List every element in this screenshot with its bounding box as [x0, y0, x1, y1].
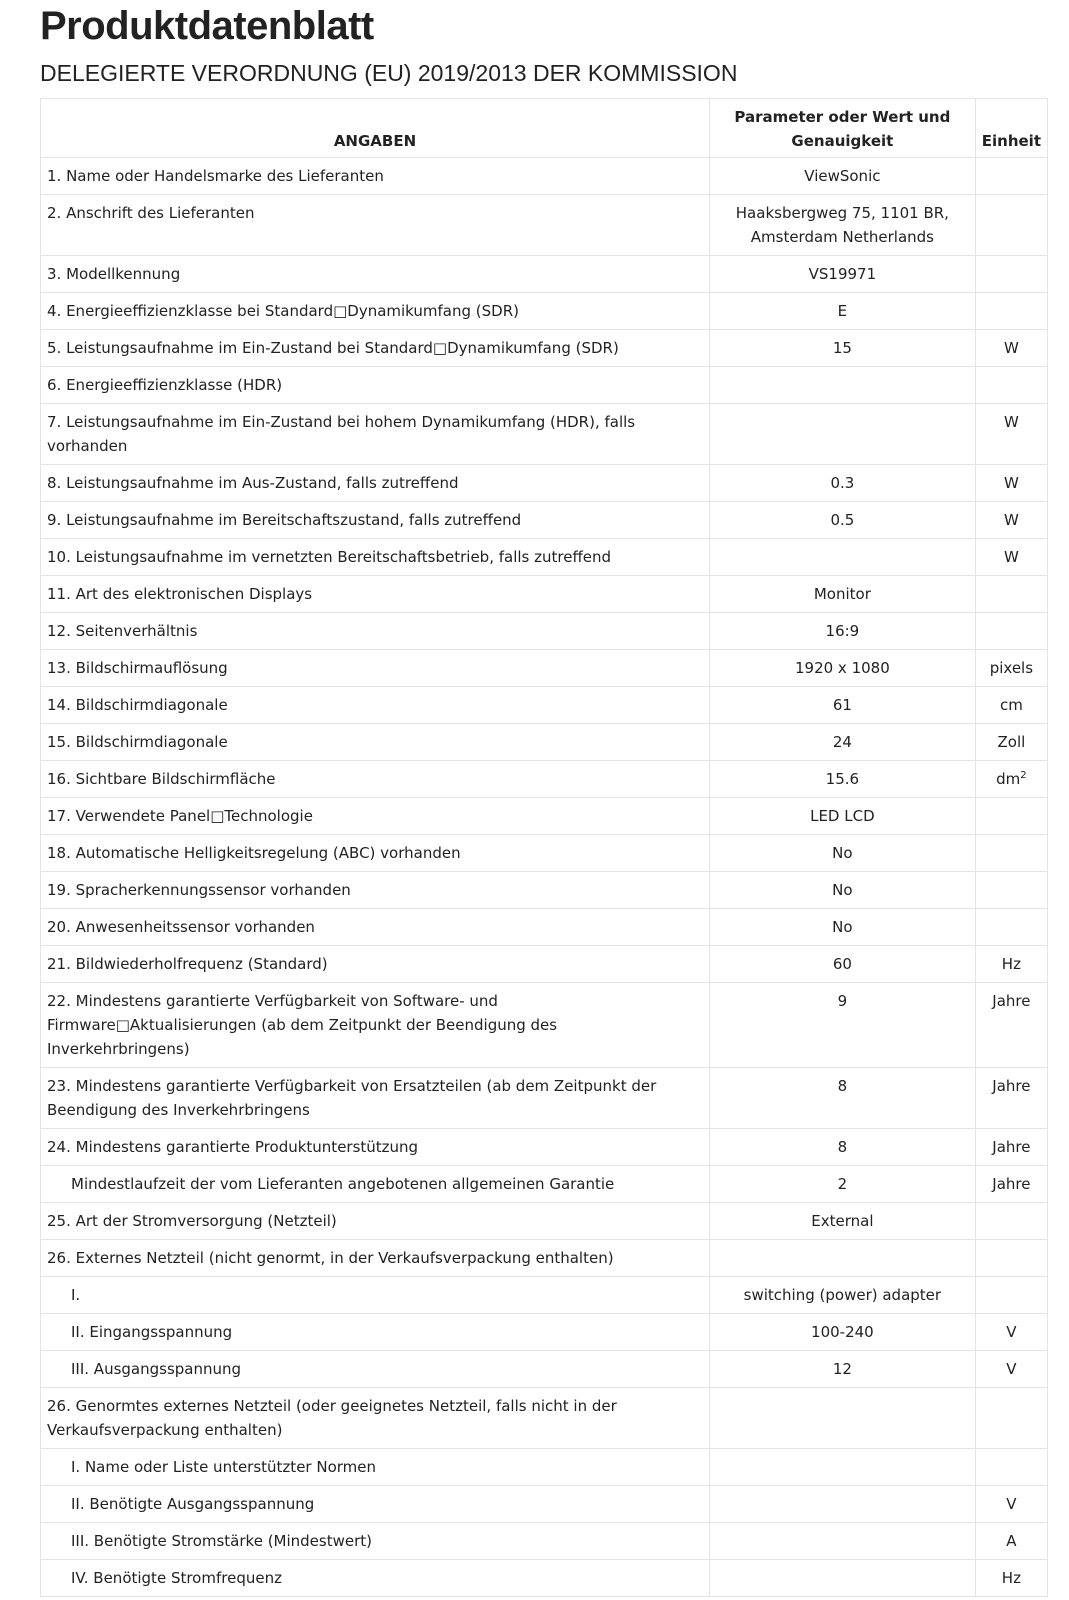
row-value-text: 8 [837, 1077, 848, 1095]
row-label [41, 465, 710, 502]
row-label-text: 5. Leistungsaufnahme im Ein-Zustand bei Standard□Dynamikumfang (SDR) [47, 339, 619, 357]
row-unit [975, 1277, 1047, 1314]
row-label-text: 21. Bildwiederholfrequenz (Standard) [47, 955, 328, 973]
row-value-text: 2 [837, 1175, 848, 1193]
row-value [709, 1486, 975, 1523]
table-row [41, 687, 1048, 724]
row-unit [975, 293, 1047, 330]
row-label-text: 19. Spracherkennungssensor vorhanden [47, 881, 351, 899]
row-unit-text: V [1006, 1495, 1017, 1513]
table-row [41, 256, 1048, 293]
row-value [709, 1277, 975, 1314]
row-value [709, 1449, 975, 1486]
row-value-text: 0.3 [830, 474, 855, 492]
row-unit [975, 613, 1047, 650]
row-label [41, 502, 710, 539]
row-value-text: No [832, 881, 853, 899]
row-unit-text: W [1003, 511, 1019, 529]
row-label-text: 3. Modellkennung [47, 265, 181, 283]
row-value [709, 687, 975, 724]
table-row [41, 909, 1048, 946]
row-label-text: 2. Anschrift des Lieferanten [47, 204, 255, 222]
row-label [41, 946, 710, 983]
row-unit [975, 1203, 1047, 1240]
row-unit [975, 404, 1047, 465]
table-row [41, 1388, 1048, 1449]
row-value [709, 1068, 975, 1129]
table-row [41, 761, 1048, 798]
row-value-text: 9 [837, 992, 848, 1010]
table-row [41, 724, 1048, 761]
table-row [41, 1351, 1048, 1388]
row-label [41, 293, 710, 330]
row-label [41, 367, 710, 404]
row-value-text: No [832, 844, 853, 862]
row-label-text: II. Eingangsspannung [71, 1323, 233, 1341]
row-unit [975, 798, 1047, 835]
row-label [41, 1388, 710, 1449]
row-label [41, 650, 710, 687]
row-unit-text: Hz [1001, 955, 1021, 973]
row-label [41, 613, 710, 650]
table-row [41, 158, 1048, 195]
header-einheit: Einheit [975, 99, 1047, 158]
row-value [709, 1523, 975, 1560]
row-label [41, 539, 710, 576]
row-value-text: 100-240 [811, 1323, 874, 1341]
row-label [41, 1560, 710, 1597]
row-label-text: II. Benötigte Ausgangsspannung [71, 1495, 315, 1513]
row-label-text: 1. Name oder Handelsmarke des Lieferanten [47, 167, 384, 185]
table-header-row [41, 99, 1048, 158]
row-value [709, 158, 975, 195]
row-value [709, 256, 975, 293]
header-parameter: Parameter oder Wert und Genauigkeit [709, 99, 975, 158]
row-unit [975, 576, 1047, 613]
table-row [41, 293, 1048, 330]
row-unit [975, 1388, 1047, 1449]
row-unit [975, 1240, 1047, 1277]
table-row [41, 1068, 1048, 1129]
row-unit [975, 650, 1047, 687]
row-label-text: 25. Art der Stromversorgung (Netzteil) [47, 1212, 337, 1230]
row-value [709, 946, 975, 983]
row-value [709, 983, 975, 1068]
row-unit-text: W [1003, 339, 1019, 357]
row-unit [975, 330, 1047, 367]
row-unit-text: Jahre [992, 992, 1031, 1010]
row-unit [975, 367, 1047, 404]
row-label-text: 20. Anwesenheitssensor vorhanden [47, 918, 315, 936]
row-label-text: 7. Leistungsaufnahme im Ein-Zustand bei hohem Dynamikumfang (HDR), falls vorhanden [47, 413, 636, 455]
row-unit [975, 687, 1047, 724]
table-row [41, 1129, 1048, 1166]
row-label-text: 6. Energieeffizienzklasse (HDR) [47, 376, 283, 394]
row-unit-text: Zoll [997, 733, 1026, 751]
row-label [41, 909, 710, 946]
row-value-text: 15 [832, 339, 852, 357]
row-value [709, 539, 975, 576]
row-label-text: 18. Automatische Helligkeitsregelung (ABC) vorhanden [47, 844, 461, 862]
row-unit-text: Jahre [992, 1175, 1031, 1193]
row-label [41, 835, 710, 872]
row-unit-text: dm [996, 770, 1021, 788]
row-value [709, 909, 975, 946]
row-value-text: 1920 x 1080 [794, 659, 890, 677]
row-label [41, 1129, 710, 1166]
row-label [41, 158, 710, 195]
row-value [709, 576, 975, 613]
row-label [41, 1240, 710, 1277]
table-row [41, 1486, 1048, 1523]
row-label [41, 195, 710, 256]
row-label [41, 1314, 710, 1351]
table-row [41, 1203, 1048, 1240]
row-label-text: 17. Verwendete Panel□Technologie [47, 807, 313, 825]
row-label-text: 13. Bildschirmauflösung [47, 659, 228, 677]
row-value [709, 465, 975, 502]
row-label-text: III. Ausgangsspannung [71, 1360, 242, 1378]
row-value [709, 1560, 975, 1597]
row-value-text: 15.6 [825, 770, 860, 788]
row-label [41, 872, 710, 909]
row-label [41, 687, 710, 724]
page-title: Produktdatenblatt [40, 4, 374, 48]
row-value [709, 761, 975, 798]
page-subtitle: DELEGIERTE VERORDNUNG (EU) 2019/2013 DER KOMMISSION [40, 60, 738, 86]
row-unit-text: V [1006, 1323, 1017, 1341]
row-unit-text: Jahre [992, 1077, 1031, 1095]
row-value-text: 60 [832, 955, 852, 973]
row-label [41, 798, 710, 835]
row-unit [975, 158, 1047, 195]
row-value-text: switching (power) adapter [743, 1286, 942, 1304]
table-row [41, 650, 1048, 687]
row-value-text: 24 [832, 733, 852, 751]
row-unit [975, 724, 1047, 761]
row-value-text: E [837, 302, 848, 320]
row-value [709, 724, 975, 761]
table-row [41, 1560, 1048, 1597]
row-value [709, 835, 975, 872]
row-label [41, 330, 710, 367]
row-unit [975, 946, 1047, 983]
row-label [41, 761, 710, 798]
row-value [709, 367, 975, 404]
table-row [41, 1523, 1048, 1560]
row-unit [975, 502, 1047, 539]
row-label-text: III. Benötigte Stromstärke (Mindestwert) [71, 1532, 373, 1550]
table-row [41, 1449, 1048, 1486]
row-unit-text: Jahre [992, 1138, 1031, 1156]
row-value-text: Haaksbergweg 75, 1101 BR, Amsterdam Netherlands [735, 204, 949, 246]
row-unit-text: pixels [989, 659, 1034, 677]
row-value [709, 1203, 975, 1240]
row-unit [975, 1351, 1047, 1388]
table-row [41, 835, 1048, 872]
row-value [709, 872, 975, 909]
row-unit [975, 835, 1047, 872]
row-label [41, 1203, 710, 1240]
row-unit [975, 1166, 1047, 1203]
row-unit-text: W [1003, 548, 1019, 566]
row-label-text: 8. Leistungsaufnahme im Aus-Zustand, falls zutreffend [47, 474, 459, 492]
table-row [41, 1240, 1048, 1277]
row-value [709, 195, 975, 256]
row-unit [975, 761, 1047, 798]
table-row [41, 367, 1048, 404]
table-row [41, 613, 1048, 650]
row-label [41, 1486, 710, 1523]
table-row [41, 576, 1048, 613]
row-unit [975, 909, 1047, 946]
row-unit [975, 1314, 1047, 1351]
row-label [41, 1351, 710, 1388]
table-row [41, 195, 1048, 256]
table-row [41, 539, 1048, 576]
row-unit-text: cm [999, 696, 1023, 714]
row-label-text: I. [71, 1286, 81, 1304]
row-unit [975, 1523, 1047, 1560]
row-label [41, 724, 710, 761]
table-row [41, 872, 1048, 909]
table-row [41, 946, 1048, 983]
product-data-table [40, 98, 1048, 1597]
row-label-text: 11. Art des elektronischen Displays [47, 585, 313, 603]
row-label-text: 16. Sichtbare Bildschirmfläche [47, 770, 276, 788]
row-value [709, 798, 975, 835]
row-label-text: 23. Mindestens garantierte Verfügbarkeit von Ersatzteilen (ab dem Zeitpunkt der Beendigung des Inverkehrbringens [47, 1077, 657, 1119]
row-unit [975, 1560, 1047, 1597]
row-value-text: ViewSonic [804, 167, 881, 185]
row-value [709, 1351, 975, 1388]
row-label-text: 9. Leistungsaufnahme im Bereitschaftszustand, falls zutreffend [47, 511, 522, 529]
row-label [41, 1277, 710, 1314]
row-value [709, 404, 975, 465]
row-label [41, 1166, 710, 1203]
row-value-text: VS19971 [808, 265, 877, 283]
row-value [709, 1129, 975, 1166]
row-label-text: 10. Leistungsaufnahme im vernetzten Bereitschaftsbetrieb, falls zutreffend [47, 548, 612, 566]
row-label [41, 1449, 710, 1486]
table-body [41, 158, 1048, 1597]
row-label-text: 14. Bildschirmdiagonale [47, 696, 228, 714]
table-row [41, 798, 1048, 835]
table-row [41, 1277, 1048, 1314]
row-unit-text: Hz [1001, 1569, 1021, 1587]
row-value-text: No [832, 918, 853, 936]
row-value-text: 12 [832, 1360, 852, 1378]
table-row [41, 502, 1048, 539]
row-unit [975, 1129, 1047, 1166]
row-label-text: 26. Externes Netzteil (nicht genormt, in der Verkaufsverpackung enthalten) [47, 1249, 614, 1267]
table-row [41, 330, 1048, 367]
row-label-text: 4. Energieeffizienzklasse bei Standard□Dynamikumfang (SDR) [47, 302, 519, 320]
row-label-text: Mindestlaufzeit der vom Lieferanten angebotenen allgemeinen Garantie [71, 1175, 615, 1193]
row-label-text: 26. Genormtes externes Netzteil (oder geeignetes Netzteil, falls nicht in der Verkaufsverpackung enthalten) [47, 1397, 617, 1439]
row-label [41, 1068, 710, 1129]
row-label-text: I. Name oder Liste unterstützter Normen [71, 1458, 377, 1476]
row-value-text: 61 [832, 696, 852, 714]
row-unit-text: A [1006, 1532, 1017, 1550]
row-label [41, 983, 710, 1068]
row-unit [975, 983, 1047, 1068]
row-unit [975, 256, 1047, 293]
row-unit [975, 539, 1047, 576]
row-label [41, 1523, 710, 1560]
row-unit [975, 1449, 1047, 1486]
row-label [41, 404, 710, 465]
header-angaben: ANGABEN [41, 99, 710, 158]
row-value-text: LED LCD [810, 807, 875, 825]
row-value-text: 0.5 [830, 511, 855, 529]
row-value-text: Monitor [813, 585, 871, 603]
table-row [41, 983, 1048, 1068]
row-label-text: 12. Seitenverhältnis [47, 622, 198, 640]
row-unit [975, 872, 1047, 909]
row-unit [975, 465, 1047, 502]
row-label-text: 22. Mindestens garantierte Verfügbarkeit von Software- und Firmware□Aktualisierungen (ab dem Zeitpunkt der Beendigung des Inverkehrbringens) [47, 992, 558, 1058]
row-value-text: 16:9 [825, 622, 860, 640]
row-value [709, 1166, 975, 1203]
row-value-text: 8 [837, 1138, 848, 1156]
row-value [709, 613, 975, 650]
row-value [709, 1388, 975, 1449]
row-value [709, 1240, 975, 1277]
row-unit-text: W [1003, 474, 1019, 492]
table-row [41, 465, 1048, 502]
row-label-text: 15. Bildschirmdiagonale [47, 733, 228, 751]
row-label [41, 256, 710, 293]
row-value-text: External [811, 1212, 874, 1230]
row-unit-text: W [1003, 413, 1019, 431]
row-value [709, 650, 975, 687]
row-unit [975, 1068, 1047, 1129]
row-label-text: IV. Benötigte Stromfrequenz [71, 1569, 282, 1587]
row-unit [975, 195, 1047, 256]
row-value [709, 1314, 975, 1351]
row-unit-text: V [1006, 1360, 1017, 1378]
row-unit [975, 1486, 1047, 1523]
row-value [709, 293, 975, 330]
table-row [41, 404, 1048, 465]
unit-superscript: 2 [1020, 770, 1027, 781]
table-row [41, 1314, 1048, 1351]
row-label-text: 24. Mindestens garantierte Produktunterstützung [47, 1138, 419, 1156]
row-label [41, 576, 710, 613]
table-row [41, 1166, 1048, 1203]
row-value [709, 330, 975, 367]
row-value [709, 502, 975, 539]
